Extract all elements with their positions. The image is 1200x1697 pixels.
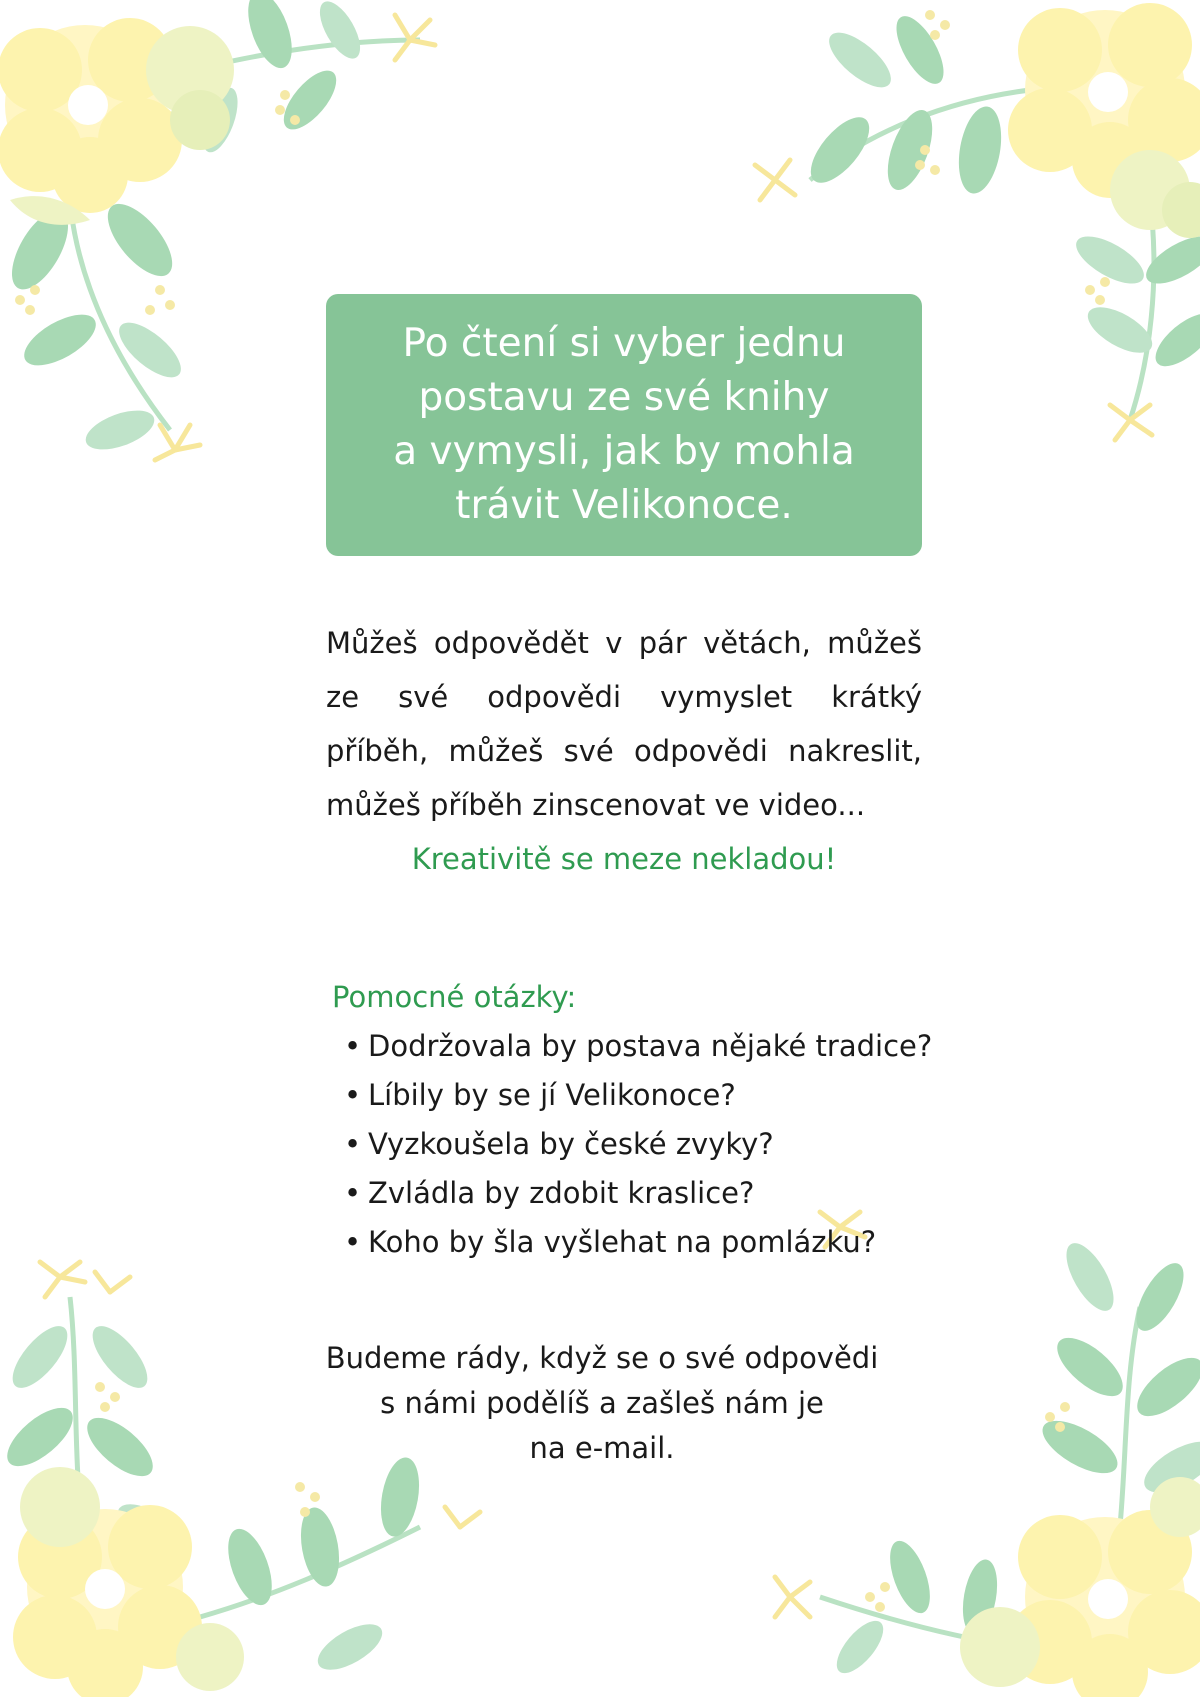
title-line: postavu ze své knihy [418,375,830,420]
closing-line: na e-mail. [529,1431,675,1465]
questions-list [332,1022,1012,1267]
intro-line: příběh, můžeš své odpovědi nakreslit, [326,734,922,768]
title-line: a vymysli, jak by mohla [393,429,855,474]
questions-heading: Pomocné otázky: [332,980,577,1014]
title-line: trávit Velikonoce. [455,483,793,528]
title-line: Po čtení si vyber jednu [402,321,846,366]
tagline: Kreativitě se meze nekladou! [411,842,837,876]
question-item: • Koho by šla vyšlehat na pomlázku? [344,1218,1012,1267]
closing-line: s námi podělíš a zašleš nám je [380,1386,824,1420]
question-item: • Dodržovala by postava nějaké tradice? [344,1022,1012,1071]
intro-line: Můžeš odpovědět v pár větách, můžeš [326,626,922,660]
intro-paragraph [326,616,922,886]
intro-line: můžeš příběh zinscenovat ve video... [326,788,866,822]
title-box [326,294,922,556]
page-title [393,317,855,533]
helper-questions [332,972,1012,1267]
question-item: • Líbily by se jí Velikonoce? [344,1071,1012,1120]
closing-line: Budeme rády, když se o své odpovědi [325,1341,879,1375]
intro-line: ze své odpovědi vymyslet krátký [326,680,922,714]
question-item: • Zvládla by zdobit kraslice? [344,1169,1012,1218]
closing-text [292,1336,912,1471]
question-item: • Vyzkoušela by české zvyky? [344,1120,1012,1169]
